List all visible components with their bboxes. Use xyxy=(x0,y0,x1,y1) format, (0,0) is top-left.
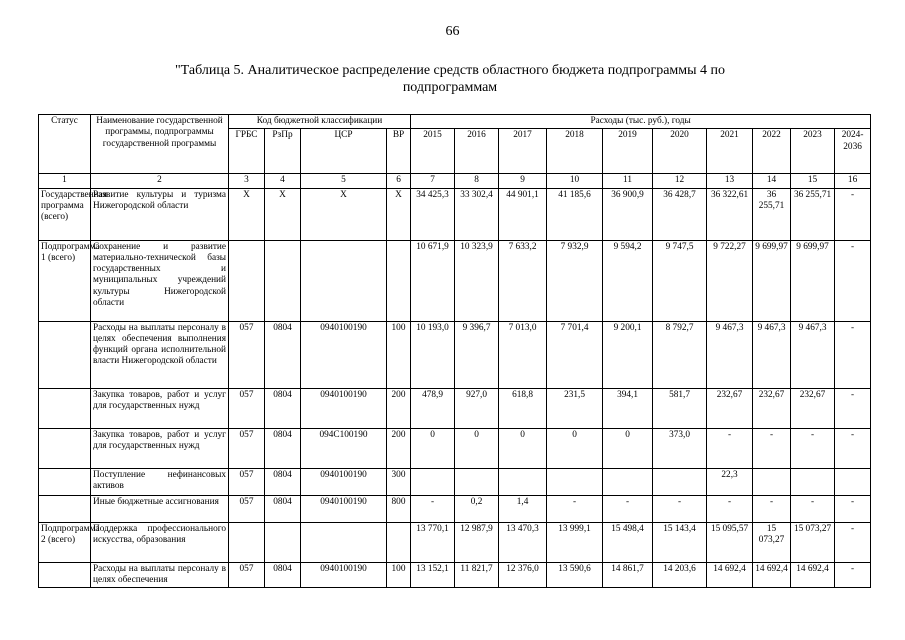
value-cell: 232,67 xyxy=(753,388,791,428)
status-cell xyxy=(39,562,91,588)
column-number: 9 xyxy=(499,174,547,188)
value-cell: 0 xyxy=(603,428,653,468)
table-body xyxy=(39,188,871,588)
budget-table xyxy=(38,114,871,588)
rzpr-cell: 0804 xyxy=(265,388,301,428)
value-cell: 36 255,71 xyxy=(753,188,791,240)
value-cell: 15 143,4 xyxy=(653,522,707,562)
column-number: 10 xyxy=(547,174,603,188)
value-cell: 618,8 xyxy=(499,388,547,428)
value-cell: - xyxy=(707,428,753,468)
value-cell: 0 xyxy=(455,428,499,468)
column-number: 16 xyxy=(835,174,871,188)
value-cell: 9 722,27 xyxy=(707,240,753,321)
grbs-cell xyxy=(229,240,265,321)
value-cell: 0 xyxy=(411,428,455,468)
value-cell: - xyxy=(603,495,653,522)
value-cell xyxy=(603,468,653,495)
value-cell xyxy=(791,468,835,495)
value-cell: 927,0 xyxy=(455,388,499,428)
value-cell: 36 255,71 xyxy=(791,188,835,240)
value-cell: - xyxy=(753,495,791,522)
status-cell: Государственная программа (всего) xyxy=(39,188,91,240)
value-cell: 7 932,9 xyxy=(547,240,603,321)
name-cell: Закупка товаров, работ и услуг для государственных нужд xyxy=(91,388,229,428)
value-cell: 15 498,4 xyxy=(603,522,653,562)
value-cell: - xyxy=(653,495,707,522)
value-cell: 14 692,4 xyxy=(707,562,753,588)
column-number: 7 xyxy=(411,174,455,188)
name-cell: Поддержка профессионального искусства, образования xyxy=(91,522,229,562)
value-cell xyxy=(753,468,791,495)
value-cell: - xyxy=(791,495,835,522)
header-year: 2024-2036 xyxy=(835,129,871,174)
status-cell xyxy=(39,495,91,522)
value-cell: 231,5 xyxy=(547,388,603,428)
grbs-cell: 057 xyxy=(229,468,265,495)
header-code-group: Код бюджетной классификации xyxy=(229,115,411,129)
vr-cell: 800 xyxy=(387,495,411,522)
column-number-row xyxy=(39,174,871,188)
value-cell: 14 203,6 xyxy=(653,562,707,588)
table-row xyxy=(39,522,871,562)
column-number: 11 xyxy=(603,174,653,188)
value-cell: 8 792,7 xyxy=(653,321,707,388)
header-vr: ВР xyxy=(387,129,411,174)
header-grbs: ГРБС xyxy=(229,129,265,174)
csr-cell: 0940100190 xyxy=(301,388,387,428)
value-cell: 0 xyxy=(499,428,547,468)
value-cell: 581,7 xyxy=(653,388,707,428)
vr-cell: 100 xyxy=(387,562,411,588)
value-cell: 9 396,7 xyxy=(455,321,499,388)
rzpr-cell: 0804 xyxy=(265,562,301,588)
value-cell: - xyxy=(835,495,871,522)
name-cell: Развитие культуры и туризма Нижегородской области xyxy=(91,188,229,240)
value-cell: 36 428,7 xyxy=(653,188,707,240)
header-year: 2020 xyxy=(653,129,707,174)
value-cell xyxy=(499,468,547,495)
value-cell: - xyxy=(835,240,871,321)
header-name: Наименование государственной программы, подпрограммы государственной программы xyxy=(91,115,229,174)
vr-cell xyxy=(387,240,411,321)
rzpr-cell xyxy=(265,240,301,321)
table-row xyxy=(39,321,871,388)
value-cell: 34 425,3 xyxy=(411,188,455,240)
status-cell xyxy=(39,388,91,428)
value-cell: 15 095,57 xyxy=(707,522,753,562)
header-year: 2015 xyxy=(411,129,455,174)
value-cell: 9 467,3 xyxy=(753,321,791,388)
name-cell: Сохранение и развитие материально-технической базы государственных и муниципальных учреждений культуры Нижегородской области xyxy=(91,240,229,321)
value-cell: 0,2 xyxy=(455,495,499,522)
name-cell: Поступление нефинансовых активов xyxy=(91,468,229,495)
value-cell xyxy=(411,468,455,495)
value-cell: 0 xyxy=(547,428,603,468)
vr-cell: 300 xyxy=(387,468,411,495)
value-cell: 9 594,2 xyxy=(603,240,653,321)
value-cell: 44 901,1 xyxy=(499,188,547,240)
column-number: 3 xyxy=(229,174,265,188)
vr-cell: X xyxy=(387,188,411,240)
value-cell: - xyxy=(707,495,753,522)
value-cell: - xyxy=(835,188,871,240)
value-cell: 13 470,3 xyxy=(499,522,547,562)
grbs-cell: 057 xyxy=(229,321,265,388)
rzpr-cell xyxy=(265,522,301,562)
header-year: 2019 xyxy=(603,129,653,174)
value-cell: 36 322,61 xyxy=(707,188,753,240)
value-cell: 7 013,0 xyxy=(499,321,547,388)
value-cell: 9 467,3 xyxy=(791,321,835,388)
vr-cell xyxy=(387,522,411,562)
value-cell: - xyxy=(791,428,835,468)
table-row xyxy=(39,495,871,522)
value-cell: 7 701,4 xyxy=(547,321,603,388)
status-cell xyxy=(39,428,91,468)
header-year: 2017 xyxy=(499,129,547,174)
vr-cell: 200 xyxy=(387,388,411,428)
column-number: 5 xyxy=(301,174,387,188)
value-cell: - xyxy=(835,522,871,562)
value-cell: 12 376,0 xyxy=(499,562,547,588)
header-year: 2023 xyxy=(791,129,835,174)
header-year: 2021 xyxy=(707,129,753,174)
table-row xyxy=(39,188,871,240)
value-cell: - xyxy=(547,495,603,522)
value-cell: 22,3 xyxy=(707,468,753,495)
name-cell: Расходы на выплаты персоналу в целях обеспечения xyxy=(91,562,229,588)
value-cell: 9 747,5 xyxy=(653,240,707,321)
status-cell: Подпрограмма 2 (всего) xyxy=(39,522,91,562)
header-expenses-group: Расходы (тыс. руб.), годы xyxy=(411,115,871,129)
value-cell: - xyxy=(835,321,871,388)
rzpr-cell: 0804 xyxy=(265,428,301,468)
csr-cell xyxy=(301,240,387,321)
header-csr: ЦСР xyxy=(301,129,387,174)
value-cell: 10 671,9 xyxy=(411,240,455,321)
csr-cell xyxy=(301,522,387,562)
value-cell xyxy=(835,468,871,495)
status-cell xyxy=(39,321,91,388)
value-cell: 9 699,97 xyxy=(753,240,791,321)
grbs-cell xyxy=(229,522,265,562)
value-cell: - xyxy=(411,495,455,522)
name-cell: Иные бюджетные ассигнования xyxy=(91,495,229,522)
csr-cell: 0940100190 xyxy=(301,495,387,522)
value-cell xyxy=(653,468,707,495)
column-number: 12 xyxy=(653,174,707,188)
column-number: 13 xyxy=(707,174,753,188)
csr-cell: X xyxy=(301,188,387,240)
value-cell: 13 999,1 xyxy=(547,522,603,562)
value-cell: 9 467,3 xyxy=(707,321,753,388)
vr-cell: 200 xyxy=(387,428,411,468)
value-cell: - xyxy=(835,562,871,588)
column-number: 8 xyxy=(455,174,499,188)
value-cell: 41 185,6 xyxy=(547,188,603,240)
value-cell: 10 193,0 xyxy=(411,321,455,388)
value-cell xyxy=(455,468,499,495)
status-cell xyxy=(39,468,91,495)
value-cell: 12 987,9 xyxy=(455,522,499,562)
value-cell: 13 152,1 xyxy=(411,562,455,588)
rzpr-cell: 0804 xyxy=(265,468,301,495)
table-row xyxy=(39,562,871,588)
value-cell: 9 699,97 xyxy=(791,240,835,321)
table-row xyxy=(39,428,871,468)
value-cell: 7 633,2 xyxy=(499,240,547,321)
header-rzpr: РзПр xyxy=(265,129,301,174)
value-cell: 373,0 xyxy=(653,428,707,468)
value-cell: 9 200,1 xyxy=(603,321,653,388)
grbs-cell: 057 xyxy=(229,388,265,428)
value-cell: 14 692,4 xyxy=(791,562,835,588)
table-row xyxy=(39,468,871,495)
page-number: 66 xyxy=(445,24,460,39)
status-cell: Подпрограмма 1 (всего) xyxy=(39,240,91,321)
header-year: 2018 xyxy=(547,129,603,174)
column-number: 2 xyxy=(91,174,229,188)
value-cell: 14 861,7 xyxy=(603,562,653,588)
header-year: 2022 xyxy=(753,129,791,174)
grbs-cell: 057 xyxy=(229,562,265,588)
value-cell: 33 302,4 xyxy=(455,188,499,240)
table-row xyxy=(39,240,871,321)
name-cell: Закупка товаров, работ и услуг для государственных нужд xyxy=(91,428,229,468)
value-cell: 13 770,1 xyxy=(411,522,455,562)
value-cell: 232,67 xyxy=(707,388,753,428)
csr-cell: 0940100190 xyxy=(301,562,387,588)
value-cell: - xyxy=(835,428,871,468)
vr-cell: 100 xyxy=(387,321,411,388)
header-row-1 xyxy=(39,115,871,129)
value-cell: 36 900,9 xyxy=(603,188,653,240)
value-cell: 15 073,27 xyxy=(791,522,835,562)
rzpr-cell: 0804 xyxy=(265,321,301,388)
column-number: 1 xyxy=(39,174,91,188)
header-status: Статус xyxy=(39,115,91,174)
csr-cell: 0940100190 xyxy=(301,321,387,388)
rzpr-cell: X xyxy=(265,188,301,240)
value-cell: 232,67 xyxy=(791,388,835,428)
rzpr-cell: 0804 xyxy=(265,495,301,522)
name-cell: Расходы на выплаты персоналу в целях обеспечения выполнения функций органа исполнительной власти Нижегородской области xyxy=(91,321,229,388)
value-cell: 394,1 xyxy=(603,388,653,428)
column-number: 14 xyxy=(753,174,791,188)
grbs-cell: X xyxy=(229,188,265,240)
value-cell: 14 692,4 xyxy=(753,562,791,588)
grbs-cell: 057 xyxy=(229,495,265,522)
grbs-cell: 057 xyxy=(229,428,265,468)
table-title: "Таблица 5. Аналитическое распределение средств областного бюджета подпрограммы 4 по подпрограммам xyxy=(174,63,726,95)
column-number: 15 xyxy=(791,174,835,188)
table-row xyxy=(39,388,871,428)
value-cell: 13 590,6 xyxy=(547,562,603,588)
value-cell: - xyxy=(753,428,791,468)
csr-cell: 0940100190 xyxy=(301,468,387,495)
csr-cell: 094С100190 xyxy=(301,428,387,468)
value-cell: 10 323,9 xyxy=(455,240,499,321)
column-number: 4 xyxy=(265,174,301,188)
value-cell xyxy=(547,468,603,495)
column-number: 6 xyxy=(387,174,411,188)
value-cell: 11 821,7 xyxy=(455,562,499,588)
value-cell: 1,4 xyxy=(499,495,547,522)
value-cell: 15 073,27 xyxy=(753,522,791,562)
value-cell: 478,9 xyxy=(411,388,455,428)
header-year: 2016 xyxy=(455,129,499,174)
value-cell: - xyxy=(835,388,871,428)
